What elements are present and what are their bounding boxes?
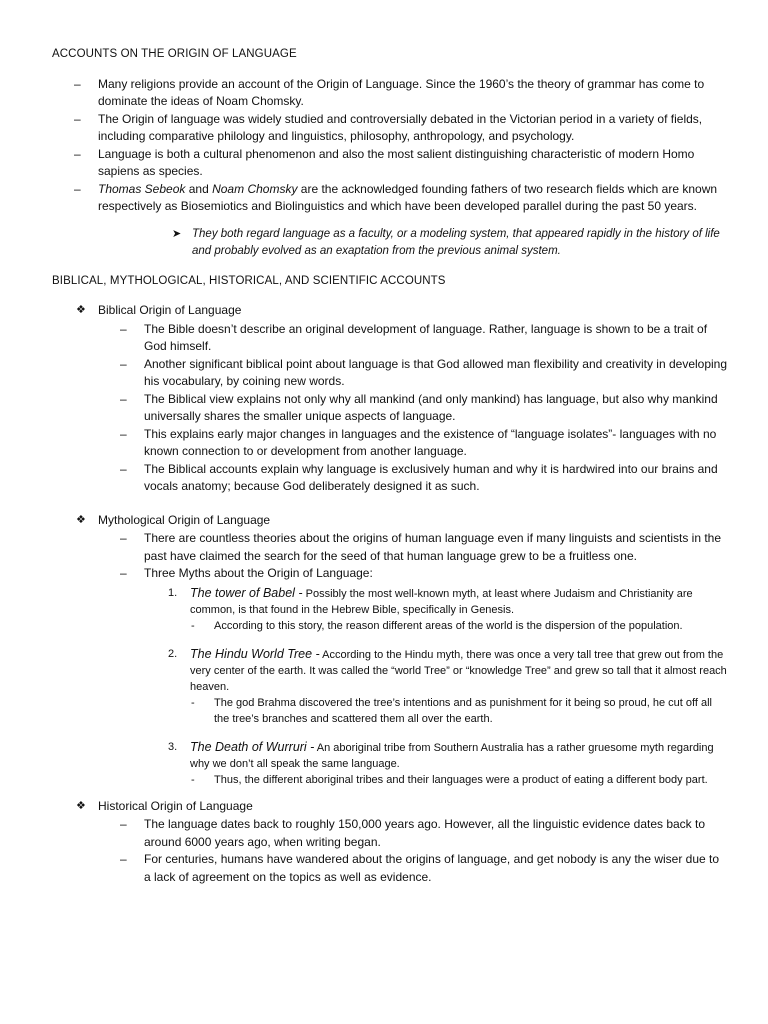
founders-text: are the acknowledged founding fathers of two research fields which are known respectively as Biosemiotics and Biolinguistics and which have been developed parallel during the past 50 years. <box>98 181 718 213</box>
arrow-note <box>52 226 728 261</box>
diamond-bullet-icon: ❖ <box>76 513 86 526</box>
section-title-text: Biblical Origin of Language <box>98 303 242 317</box>
myth-title: The Hindu World Tree - <box>190 646 320 661</box>
founder-name-sebeok: Thomas Sebeok <box>98 181 186 196</box>
section-historical <box>52 798 728 887</box>
list-item: – The language dates back to roughly 150,000 years ago. However, all the linguistic evidence dates back to around 6000 years ago, when writing began. <box>52 816 728 851</box>
myth-item <box>52 646 728 727</box>
diamond-bullet-icon: ❖ <box>76 304 86 316</box>
myth-number: 1. <box>168 586 178 599</box>
list-item: – The Origin of language was widely studied and controversially debated in the Victorian period in a variety of fields, including comparative philology and linguistics, philosophy, anthropology, and psychology. <box>52 111 728 146</box>
list-item: – There are countless theories about the origins of human language even if many linguists and scientists in the past have claimed the search for the seed of that human language grew to be a fruitless one. <box>52 530 728 565</box>
section-title-text: Historical Origin of Language <box>98 798 253 813</box>
founder-name-chomsky: Noam Chomsky <box>212 181 298 196</box>
mythological-list <box>52 530 728 583</box>
section-title-biblical <box>52 302 728 320</box>
list-item-founders <box>52 181 728 216</box>
myth-detail: - According to this story, the reason different areas of the world is the dispersion of the population. <box>190 618 728 634</box>
arrow-note-text: They both regard language as a faculty, or a modeling system, that appeared rapidly in the history of life and probably evolved as an exaptation from the previous animal system. <box>192 227 720 257</box>
historical-list <box>52 816 728 886</box>
list-item: – The Biblical view explains not only why all mankind (and only mankind) has language, but also why mankind universally shares the smaller unique aspects of language. <box>52 391 728 426</box>
myth-text: An aboriginal tribe from Southern Australia has a rather gruesome myth regarding why we don’t all speak the same language. <box>190 741 714 770</box>
list-item: – Language is both a cultural phenomenon and also the most salient distinguishing characteristic of modern Homo sapiens as species. <box>52 146 728 181</box>
diamond-bullet-icon: ❖ <box>76 799 86 812</box>
list-item: – Three Myths about the Origin of Language: <box>52 565 728 583</box>
myth-item <box>52 585 728 634</box>
myth-number: 3. <box>168 740 178 753</box>
section-title-text: Mythological Origin of Language <box>98 512 271 527</box>
section-title-historical <box>52 798 728 816</box>
biblical-list <box>52 321 728 496</box>
list-item: – For centuries, humans have wandered about the origins of language, and get nobody is any the wiser due to a lack of agreement on the topics as well as evidence. <box>52 851 728 886</box>
arrow-bullet-icon: ➤ <box>172 227 182 240</box>
myth-text: According to the Hindu myth, there was once a very tall tree that grew out from the very center of the earth. It was called the “world Tree” or “knowledge Tree” and grew so tall that it almost reach heaven. <box>190 648 727 693</box>
list-item: – This explains early major changes in languages and the existence of “language isolates”- languages with no known connection to or development from another language. <box>52 426 728 461</box>
heading-accounts: ACCOUNTS ON THE ORIGIN OF LANGUAGE <box>52 48 297 60</box>
founders-and: and <box>185 181 213 196</box>
myth-list <box>52 585 728 788</box>
section-mythological <box>52 512 728 788</box>
intro-list <box>52 76 728 216</box>
list-item: – The Bible doesn’t describe an original development of language. Rather, language is shown to be a trait of God himself. <box>52 321 728 356</box>
list-item: – Another significant biblical point about language is that God allowed man flexibility and creativity in developing his vocabulary, by coining new words. <box>52 356 728 391</box>
heading-accounts-types: BIBLICAL, MYTHOLOGICAL, HISTORICAL, AND SCIENTIFIC ACCOUNTS <box>52 274 446 287</box>
section-title-mythological <box>52 512 728 530</box>
myth-item <box>52 739 728 788</box>
myth-title: The Death of Wurruri - <box>190 739 315 754</box>
myth-title: The tower of Babel - <box>190 585 303 600</box>
myth-number: 2. <box>168 647 178 660</box>
list-item: – Many religions provide an account of the Origin of Language. Since the 1960’s the theory of grammar has come to dominate the ideas of Noam Chomsky. <box>52 76 728 111</box>
myth-detail: - Thus, the different aboriginal tribes and their languages were a product of eating a different body part. <box>190 772 728 788</box>
myth-detail: - The god Brahma discovered the tree’s intentions and as punishment for it being so proud, he cut off all the tree’s branches and scattered them all over the earth. <box>190 695 728 727</box>
list-item: – The Biblical accounts explain why language is exclusively human and why it is hardwired into our brains and vocals anatomy; because God deliberately designed it as such. <box>52 461 728 496</box>
myth-text: Possibly the most well-known myth, at least where Judaism and Christianity are common, is that found in the Hebrew Bible, specifically in Genesis. <box>190 587 693 616</box>
section-biblical <box>52 302 728 496</box>
